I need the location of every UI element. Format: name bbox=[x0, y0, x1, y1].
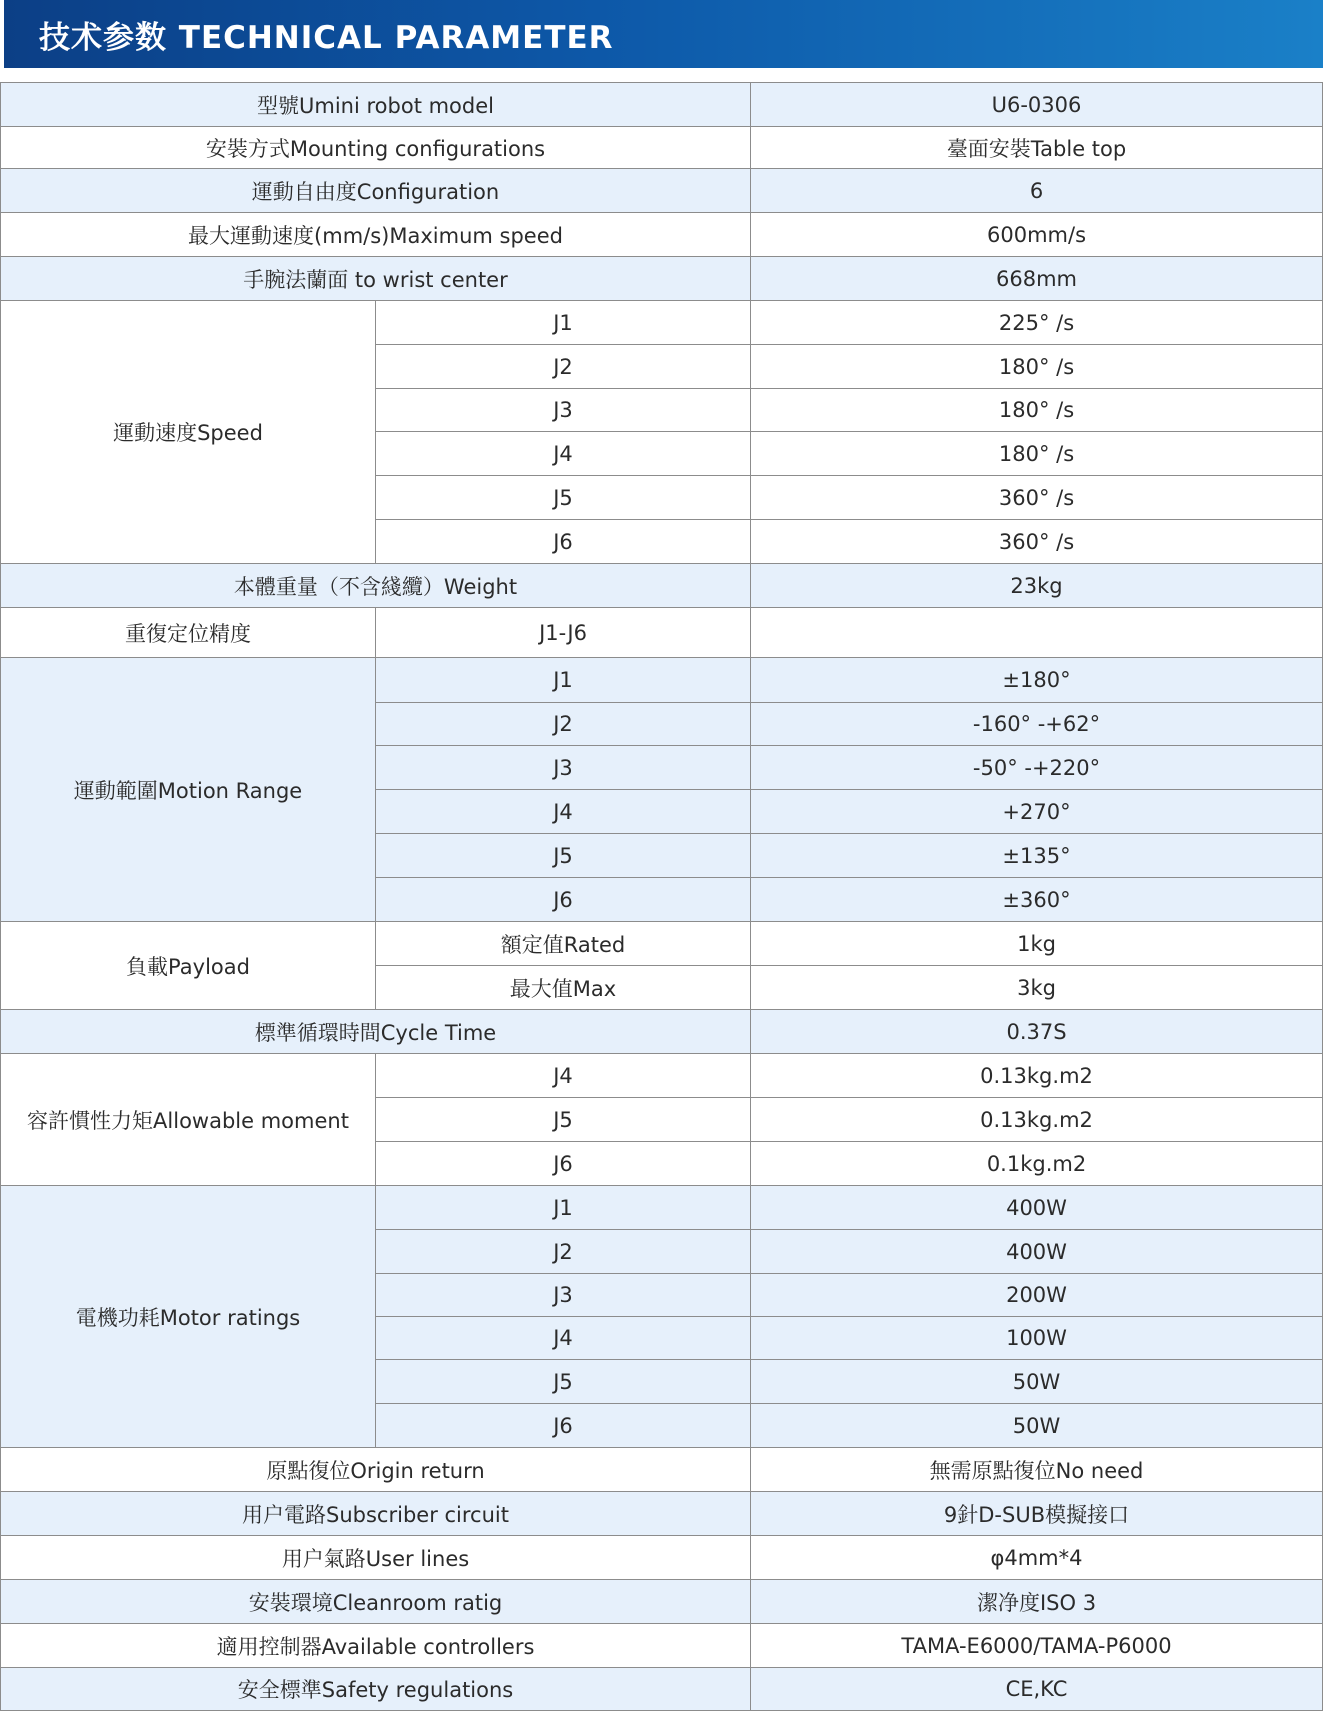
param-value: φ4mm*4 bbox=[751, 1536, 1323, 1580]
table-row bbox=[1, 127, 1323, 169]
param-label: 運動自由度Configuration bbox=[1, 169, 751, 213]
param-value: 360° /s bbox=[751, 520, 1323, 564]
joint-label: J5 bbox=[376, 834, 751, 878]
joint-label: J5 bbox=[376, 1360, 751, 1404]
section-header bbox=[4, 0, 1323, 68]
joint-label: J2 bbox=[376, 1230, 751, 1274]
param-label: 手腕法蘭面 to wrist center bbox=[1, 257, 751, 301]
param-value: ±180° bbox=[751, 658, 1323, 703]
joint-label: J6 bbox=[376, 1404, 751, 1448]
joint-label: J3 bbox=[376, 1274, 751, 1317]
param-label: 用户氣路User lines bbox=[1, 1536, 751, 1580]
param-value: 無需原點復位No need bbox=[751, 1448, 1323, 1492]
param-value: 360° /s bbox=[751, 476, 1323, 520]
joint-label: J6 bbox=[376, 520, 751, 564]
param-label: 原點復位Origin return bbox=[1, 1448, 751, 1492]
param-value: 200W bbox=[751, 1274, 1323, 1317]
param-value: 3kg bbox=[751, 966, 1323, 1010]
joint-label: J1 bbox=[376, 658, 751, 703]
table-row bbox=[1, 564, 1323, 608]
joint-label: J4 bbox=[376, 790, 751, 834]
joint-label: J5 bbox=[376, 1098, 751, 1142]
group-label-motion-range: 運動範圍Motion Range bbox=[1, 658, 376, 922]
param-label: 標準循環時間Cycle Time bbox=[1, 1010, 751, 1054]
param-value: 潔净度ISO 3 bbox=[751, 1580, 1323, 1624]
table-row bbox=[1, 1054, 1323, 1098]
param-value: TAMA-E6000/TAMA-P6000 bbox=[751, 1624, 1323, 1668]
table-row bbox=[1, 257, 1323, 301]
param-value: 668mm bbox=[751, 257, 1323, 301]
table-row bbox=[1, 169, 1323, 213]
table-row bbox=[1, 922, 1323, 966]
param-value: 180° /s bbox=[751, 432, 1323, 476]
table-row bbox=[1, 1010, 1323, 1054]
param-value: CE,KC bbox=[751, 1668, 1323, 1711]
param-value: 50W bbox=[751, 1404, 1323, 1448]
param-value: 1kg bbox=[751, 922, 1323, 966]
joint-label: J6 bbox=[376, 878, 751, 922]
joint-label: J5 bbox=[376, 476, 751, 520]
param-value: 0.37S bbox=[751, 1010, 1323, 1054]
param-value: -160° -+62° bbox=[751, 703, 1323, 746]
param-label: 安全標準Safety regulations bbox=[1, 1668, 751, 1711]
group-label-payload: 負載Payload bbox=[1, 922, 376, 1010]
param-label: 重復定位精度 bbox=[1, 608, 376, 658]
group-label-allowable-moment: 容許慣性力矩Allowable moment bbox=[1, 1054, 376, 1186]
table-row bbox=[1, 1536, 1323, 1580]
param-label: 最大運動速度(mm/s)Maximum speed bbox=[1, 213, 751, 257]
joint-label: J6 bbox=[376, 1142, 751, 1186]
param-value: 600mm/s bbox=[751, 213, 1323, 257]
param-value: ±135° bbox=[751, 834, 1323, 878]
joint-label: J3 bbox=[376, 389, 751, 432]
table-row bbox=[1, 1186, 1323, 1230]
param-value: +270° bbox=[751, 790, 1323, 834]
table-row bbox=[1, 1580, 1323, 1624]
joint-label: J1 bbox=[376, 1186, 751, 1230]
joint-label: J4 bbox=[376, 1317, 751, 1360]
joint-label: J4 bbox=[376, 1054, 751, 1098]
table-row bbox=[1, 213, 1323, 257]
joint-label: J2 bbox=[376, 703, 751, 746]
table-row bbox=[1, 83, 1323, 127]
param-label: 安裝環境Cleanroom ratig bbox=[1, 1580, 751, 1624]
table-row bbox=[1, 1448, 1323, 1492]
param-label: 型號Umini robot model bbox=[1, 83, 751, 127]
table-row bbox=[1, 1492, 1323, 1536]
param-value: 400W bbox=[751, 1186, 1323, 1230]
table-row bbox=[1, 608, 1323, 658]
section-title: 技术参数 TECHNICAL PARAMETER bbox=[39, 19, 614, 56]
table-row bbox=[1, 1668, 1323, 1711]
joint-label: 最大值Max bbox=[376, 966, 751, 1010]
param-label: 適用控制器Available controllers bbox=[1, 1624, 751, 1668]
param-value: 9針D-SUB模擬接口 bbox=[751, 1492, 1323, 1536]
param-value: 0.13kg.m2 bbox=[751, 1098, 1323, 1142]
joint-label: J1 bbox=[376, 301, 751, 345]
param-label: 安裝方式Mounting configurations bbox=[1, 127, 751, 169]
param-value: 臺面安裝Table top bbox=[751, 127, 1323, 169]
joint-label: 額定值Rated bbox=[376, 922, 751, 966]
param-value: U6-0306 bbox=[751, 83, 1323, 127]
spec-table bbox=[0, 82, 1323, 1711]
param-value: 50W bbox=[751, 1360, 1323, 1404]
param-value: 0.13kg.m2 bbox=[751, 1054, 1323, 1098]
group-label-speed: 運動速度Speed bbox=[1, 301, 376, 564]
param-value: 180° /s bbox=[751, 389, 1323, 432]
joint-label: J2 bbox=[376, 345, 751, 389]
param-value: 6 bbox=[751, 169, 1323, 213]
joint-label: J3 bbox=[376, 746, 751, 790]
param-value: 400W bbox=[751, 1230, 1323, 1274]
joint-label: J1-J6 bbox=[376, 608, 751, 658]
param-value: 225° /s bbox=[751, 301, 1323, 345]
joint-label: J4 bbox=[376, 432, 751, 476]
param-value: 180° /s bbox=[751, 345, 1323, 389]
param-value: 23kg bbox=[751, 564, 1323, 608]
table-row bbox=[1, 301, 1323, 345]
param-value bbox=[751, 608, 1323, 658]
table-row bbox=[1, 658, 1323, 703]
param-label: 用户電路Subscriber circuit bbox=[1, 1492, 751, 1536]
table-row bbox=[1, 1624, 1323, 1668]
param-value: ±360° bbox=[751, 878, 1323, 922]
param-value: -50° -+220° bbox=[751, 746, 1323, 790]
param-label: 本體重量（不含綫纜）Weight bbox=[1, 564, 751, 608]
group-label-motor-ratings: 電機功耗Motor ratings bbox=[1, 1186, 376, 1448]
param-value: 100W bbox=[751, 1317, 1323, 1360]
param-value: 0.1kg.m2 bbox=[751, 1142, 1323, 1186]
